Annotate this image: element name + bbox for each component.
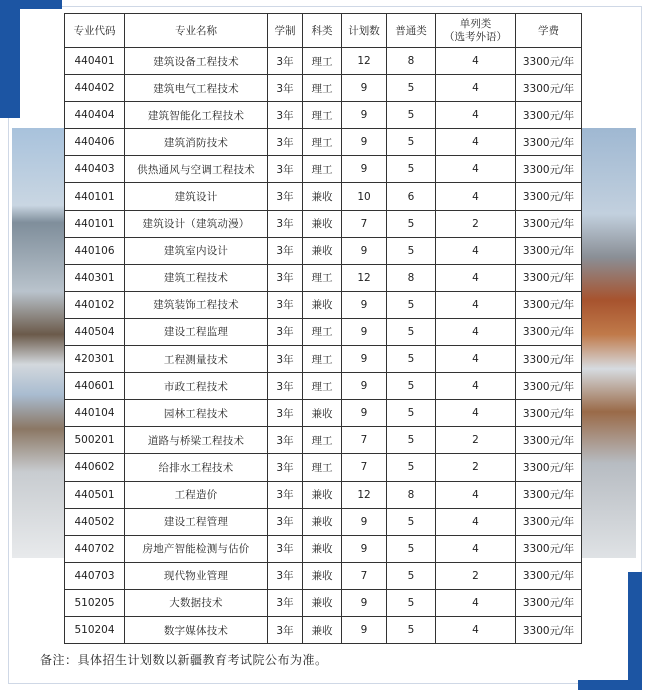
cell-code: 510205 bbox=[65, 589, 125, 616]
table-row bbox=[65, 237, 582, 264]
table-row bbox=[65, 318, 582, 345]
cell-regular: 5 bbox=[387, 373, 436, 400]
cell-duration: 3年 bbox=[268, 427, 303, 454]
cell-category: 兼收 bbox=[303, 400, 342, 427]
cell-category: 兼收 bbox=[303, 210, 342, 237]
cell-duration: 3年 bbox=[268, 210, 303, 237]
cell-category: 理工 bbox=[303, 102, 342, 129]
cell-duration: 3年 bbox=[268, 183, 303, 210]
cell-single: 2 bbox=[436, 427, 516, 454]
cell-duration: 3年 bbox=[268, 535, 303, 562]
cell-duration: 3年 bbox=[268, 454, 303, 481]
table-row bbox=[65, 183, 582, 210]
frame-accent-right bbox=[628, 572, 642, 690]
cell-plan: 9 bbox=[342, 291, 387, 318]
cell-duration: 3年 bbox=[268, 291, 303, 318]
cell-plan: 9 bbox=[342, 400, 387, 427]
cell-duration: 3年 bbox=[268, 264, 303, 291]
cell-plan: 7 bbox=[342, 454, 387, 481]
cell-duration: 3年 bbox=[268, 102, 303, 129]
cell-regular: 8 bbox=[387, 48, 436, 75]
cell-duration: 3年 bbox=[268, 318, 303, 345]
background-building-photo-right bbox=[582, 128, 636, 558]
cell-category: 兼收 bbox=[303, 616, 342, 643]
cell-single: 4 bbox=[436, 535, 516, 562]
cell-single: 4 bbox=[436, 291, 516, 318]
cell-category: 理工 bbox=[303, 427, 342, 454]
cell-single: 4 bbox=[436, 75, 516, 102]
cell-fee: 3300元/年 bbox=[516, 48, 582, 75]
cell-name: 园林工程技术 bbox=[125, 400, 268, 427]
cell-single: 4 bbox=[436, 318, 516, 345]
table-row bbox=[65, 129, 582, 156]
cell-plan: 9 bbox=[342, 102, 387, 129]
table-row bbox=[65, 48, 582, 75]
cell-name: 建筑消防技术 bbox=[125, 129, 268, 156]
cell-name: 建设工程监理 bbox=[125, 318, 268, 345]
cell-code: 440501 bbox=[65, 481, 125, 508]
cell-code: 440102 bbox=[65, 291, 125, 318]
cell-name: 大数据技术 bbox=[125, 589, 268, 616]
enrollment-plan-table-container bbox=[64, 13, 581, 644]
cell-plan: 7 bbox=[342, 562, 387, 589]
cell-regular: 5 bbox=[387, 535, 436, 562]
cell-category: 理工 bbox=[303, 48, 342, 75]
cell-fee: 3300元/年 bbox=[516, 535, 582, 562]
table-row bbox=[65, 264, 582, 291]
cell-category: 理工 bbox=[303, 129, 342, 156]
cell-name: 供热通风与空调工程技术 bbox=[125, 156, 268, 183]
cell-regular: 5 bbox=[387, 102, 436, 129]
cell-name: 建筑智能化工程技术 bbox=[125, 102, 268, 129]
background-building-photo-left bbox=[12, 128, 66, 558]
cell-fee: 3300元/年 bbox=[516, 508, 582, 535]
cell-single: 4 bbox=[436, 237, 516, 264]
frame-accent-bottom bbox=[578, 680, 642, 690]
cell-regular: 5 bbox=[387, 454, 436, 481]
cell-duration: 3年 bbox=[268, 589, 303, 616]
cell-code: 440601 bbox=[65, 373, 125, 400]
cell-name: 建筑工程技术 bbox=[125, 264, 268, 291]
cell-plan: 9 bbox=[342, 346, 387, 373]
cell-code: 440401 bbox=[65, 48, 125, 75]
cell-plan: 9 bbox=[342, 129, 387, 156]
cell-regular: 5 bbox=[387, 400, 436, 427]
cell-regular: 5 bbox=[387, 210, 436, 237]
cell-name: 建筑设计 bbox=[125, 183, 268, 210]
cell-fee: 3300元/年 bbox=[516, 102, 582, 129]
cell-code: 440602 bbox=[65, 454, 125, 481]
cell-name: 市政工程技术 bbox=[125, 373, 268, 400]
table-row bbox=[65, 346, 582, 373]
cell-category: 兼收 bbox=[303, 481, 342, 508]
table-row bbox=[65, 373, 582, 400]
cell-code: 420301 bbox=[65, 346, 125, 373]
cell-fee: 3300元/年 bbox=[516, 318, 582, 345]
cell-fee: 3300元/年 bbox=[516, 129, 582, 156]
header-regular: 普通类 bbox=[387, 14, 436, 48]
cell-plan: 9 bbox=[342, 616, 387, 643]
cell-plan: 9 bbox=[342, 237, 387, 264]
cell-single: 4 bbox=[436, 102, 516, 129]
cell-plan: 12 bbox=[342, 481, 387, 508]
cell-code: 500201 bbox=[65, 427, 125, 454]
cell-regular: 5 bbox=[387, 291, 436, 318]
cell-fee: 3300元/年 bbox=[516, 156, 582, 183]
cell-fee: 3300元/年 bbox=[516, 210, 582, 237]
cell-regular: 5 bbox=[387, 589, 436, 616]
table-row bbox=[65, 75, 582, 102]
cell-single: 4 bbox=[436, 481, 516, 508]
table-row bbox=[65, 210, 582, 237]
table-row bbox=[65, 454, 582, 481]
cell-single: 4 bbox=[436, 346, 516, 373]
cell-name: 建筑设计（建筑动漫） bbox=[125, 210, 268, 237]
table-header-row bbox=[65, 14, 582, 48]
cell-code: 440402 bbox=[65, 75, 125, 102]
cell-name: 房地产智能检测与估价 bbox=[125, 535, 268, 562]
cell-plan: 9 bbox=[342, 508, 387, 535]
cell-category: 理工 bbox=[303, 346, 342, 373]
cell-fee: 3300元/年 bbox=[516, 400, 582, 427]
table-row bbox=[65, 589, 582, 616]
frame-accent-top bbox=[0, 0, 62, 9]
cell-category: 兼收 bbox=[303, 562, 342, 589]
cell-category: 理工 bbox=[303, 156, 342, 183]
cell-single: 2 bbox=[436, 454, 516, 481]
cell-regular: 8 bbox=[387, 264, 436, 291]
cell-code: 440504 bbox=[65, 318, 125, 345]
cell-code: 440404 bbox=[65, 102, 125, 129]
cell-regular: 6 bbox=[387, 183, 436, 210]
cell-plan: 7 bbox=[342, 427, 387, 454]
cell-duration: 3年 bbox=[268, 156, 303, 183]
cell-single: 4 bbox=[436, 183, 516, 210]
header-single-list bbox=[436, 14, 516, 48]
cell-duration: 3年 bbox=[268, 616, 303, 643]
cell-fee: 3300元/年 bbox=[516, 616, 582, 643]
cell-plan: 9 bbox=[342, 373, 387, 400]
footnote: 备注：具体招生计划数以新疆教育考试院公布为准。 bbox=[40, 653, 328, 667]
enrollment-plan-table bbox=[64, 13, 582, 644]
cell-regular: 5 bbox=[387, 346, 436, 373]
cell-regular: 5 bbox=[387, 427, 436, 454]
cell-single: 4 bbox=[436, 156, 516, 183]
header-name: 专业名称 bbox=[125, 14, 268, 48]
cell-regular: 8 bbox=[387, 481, 436, 508]
cell-plan: 9 bbox=[342, 318, 387, 345]
table-row bbox=[65, 156, 582, 183]
cell-fee: 3300元/年 bbox=[516, 373, 582, 400]
table-row bbox=[65, 102, 582, 129]
cell-fee: 3300元/年 bbox=[516, 237, 582, 264]
header-fee: 学费 bbox=[516, 14, 582, 48]
cell-category: 理工 bbox=[303, 75, 342, 102]
cell-regular: 5 bbox=[387, 616, 436, 643]
cell-name: 工程测量技术 bbox=[125, 346, 268, 373]
cell-name: 建筑室内设计 bbox=[125, 237, 268, 264]
cell-plan: 12 bbox=[342, 264, 387, 291]
cell-plan: 7 bbox=[342, 210, 387, 237]
cell-duration: 3年 bbox=[268, 129, 303, 156]
cell-name: 建筑设备工程技术 bbox=[125, 48, 268, 75]
cell-fee: 3300元/年 bbox=[516, 562, 582, 589]
cell-single: 4 bbox=[436, 508, 516, 535]
cell-plan: 10 bbox=[342, 183, 387, 210]
cell-name: 建筑装饰工程技术 bbox=[125, 291, 268, 318]
cell-fee: 3300元/年 bbox=[516, 454, 582, 481]
cell-name: 工程造价 bbox=[125, 481, 268, 508]
cell-single: 2 bbox=[436, 562, 516, 589]
cell-fee: 3300元/年 bbox=[516, 427, 582, 454]
cell-code: 440702 bbox=[65, 535, 125, 562]
cell-name: 建筑电气工程技术 bbox=[125, 75, 268, 102]
cell-code: 440301 bbox=[65, 264, 125, 291]
cell-single: 2 bbox=[436, 210, 516, 237]
header-code: 专业代码 bbox=[65, 14, 125, 48]
cell-single: 4 bbox=[436, 264, 516, 291]
cell-name: 道路与桥梁工程技术 bbox=[125, 427, 268, 454]
cell-name: 建设工程管理 bbox=[125, 508, 268, 535]
cell-regular: 5 bbox=[387, 562, 436, 589]
table-row bbox=[65, 508, 582, 535]
cell-name: 数字媒体技术 bbox=[125, 616, 268, 643]
cell-code: 440502 bbox=[65, 508, 125, 535]
table-row bbox=[65, 427, 582, 454]
cell-single: 4 bbox=[436, 48, 516, 75]
cell-fee: 3300元/年 bbox=[516, 481, 582, 508]
cell-code: 440104 bbox=[65, 400, 125, 427]
table-row bbox=[65, 562, 582, 589]
cell-category: 理工 bbox=[303, 264, 342, 291]
cell-regular: 5 bbox=[387, 156, 436, 183]
cell-duration: 3年 bbox=[268, 75, 303, 102]
cell-fee: 3300元/年 bbox=[516, 346, 582, 373]
cell-code: 440403 bbox=[65, 156, 125, 183]
cell-single: 4 bbox=[436, 616, 516, 643]
cell-duration: 3年 bbox=[268, 373, 303, 400]
cell-single: 4 bbox=[436, 589, 516, 616]
table-row bbox=[65, 535, 582, 562]
cell-code: 440101 bbox=[65, 183, 125, 210]
table-row bbox=[65, 481, 582, 508]
header-plan: 计划数 bbox=[342, 14, 387, 48]
table-row bbox=[65, 616, 582, 643]
cell-fee: 3300元/年 bbox=[516, 75, 582, 102]
cell-single: 4 bbox=[436, 400, 516, 427]
cell-code: 440106 bbox=[65, 237, 125, 264]
cell-duration: 3年 bbox=[268, 481, 303, 508]
cell-regular: 5 bbox=[387, 129, 436, 156]
cell-fee: 3300元/年 bbox=[516, 183, 582, 210]
cell-category: 理工 bbox=[303, 454, 342, 481]
cell-regular: 5 bbox=[387, 75, 436, 102]
header-single-list-note: （选考外语） bbox=[444, 30, 507, 43]
cell-category: 兼收 bbox=[303, 589, 342, 616]
cell-name: 现代物业管理 bbox=[125, 562, 268, 589]
cell-category: 兼收 bbox=[303, 183, 342, 210]
cell-plan: 9 bbox=[342, 75, 387, 102]
cell-category: 兼收 bbox=[303, 508, 342, 535]
cell-name: 给排水工程技术 bbox=[125, 454, 268, 481]
cell-code: 440703 bbox=[65, 562, 125, 589]
cell-duration: 3年 bbox=[268, 508, 303, 535]
cell-code: 510204 bbox=[65, 616, 125, 643]
cell-regular: 5 bbox=[387, 508, 436, 535]
cell-duration: 3年 bbox=[268, 562, 303, 589]
cell-plan: 9 bbox=[342, 156, 387, 183]
table-row bbox=[65, 291, 582, 318]
cell-plan: 9 bbox=[342, 589, 387, 616]
cell-duration: 3年 bbox=[268, 237, 303, 264]
cell-category: 兼收 bbox=[303, 535, 342, 562]
header-category: 科类 bbox=[303, 14, 342, 48]
cell-regular: 5 bbox=[387, 318, 436, 345]
header-duration: 学制 bbox=[268, 14, 303, 48]
cell-category: 兼收 bbox=[303, 237, 342, 264]
cell-fee: 3300元/年 bbox=[516, 589, 582, 616]
cell-code: 440101 bbox=[65, 210, 125, 237]
cell-code: 440406 bbox=[65, 129, 125, 156]
table-row bbox=[65, 400, 582, 427]
cell-duration: 3年 bbox=[268, 346, 303, 373]
cell-plan: 12 bbox=[342, 48, 387, 75]
frame-accent-left bbox=[0, 0, 20, 118]
cell-regular: 5 bbox=[387, 237, 436, 264]
cell-single: 4 bbox=[436, 129, 516, 156]
cell-duration: 3年 bbox=[268, 48, 303, 75]
cell-single: 4 bbox=[436, 373, 516, 400]
header-single-list-label: 单列类 bbox=[459, 17, 492, 30]
cell-category: 理工 bbox=[303, 373, 342, 400]
cell-plan: 9 bbox=[342, 535, 387, 562]
cell-category: 理工 bbox=[303, 318, 342, 345]
cell-category: 兼收 bbox=[303, 291, 342, 318]
cell-duration: 3年 bbox=[268, 400, 303, 427]
cell-fee: 3300元/年 bbox=[516, 264, 582, 291]
cell-fee: 3300元/年 bbox=[516, 291, 582, 318]
